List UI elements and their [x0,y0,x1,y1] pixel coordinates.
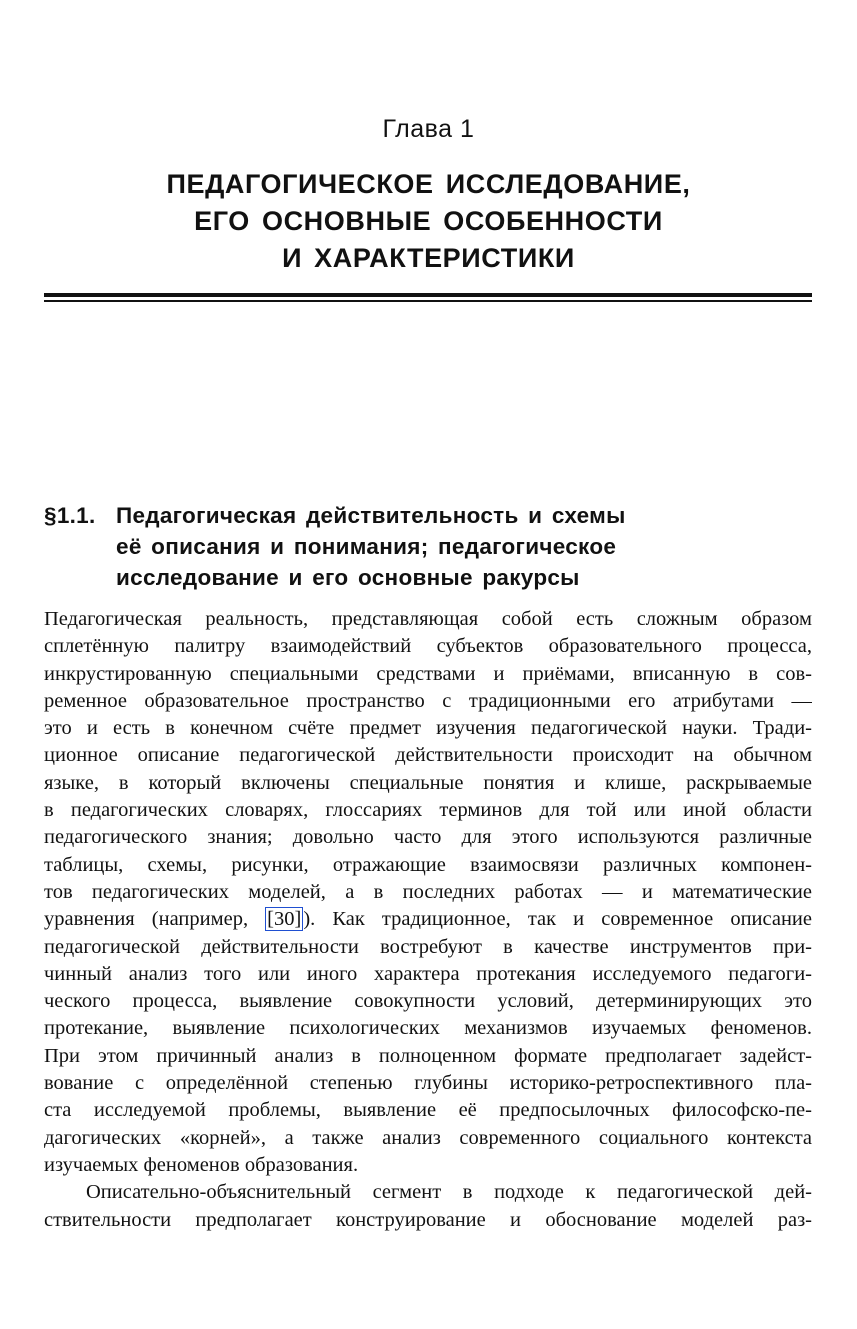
text-line: тов педагогических моделей, а в последних работах — и математические [44,880,812,903]
section-title-line: Педагогическая действительность и схемы [116,503,626,528]
paragraph [44,1179,812,1234]
text-line: ционное описание педагогической действительности происходит на обычном [44,744,812,767]
chapter-title-line: ПЕДАГОГИЧЕСКОЕ ИССЛЕДОВАНИЕ, [166,169,691,199]
text-line: При этом причинный анализ в полноценном формате предполагает задейст- [44,1044,812,1067]
text-line: вование с определённой степенью глубины историко-ретроспективного пла- [44,1072,812,1095]
chapter-title-line: ЕГО ОСНОВНЫЕ ОСОБЕННОСТИ [194,206,663,236]
text-line: педагогического знания; довольно часто для этого используются различные [44,826,812,849]
text-line: сплетённую палитру взаимодействий субъектов образовательного процесса, [44,635,812,658]
section-heading [44,500,814,593]
text-line: ста исследуемой проблемы, выявление её предпосылочных философско-пе- [44,1099,812,1122]
text-line: языке, в который включены специальные понятия и клише, раскрываемые [44,771,812,794]
section-number: §1.1. [44,503,96,528]
section-title-line: её описания и понимания; педагогическое [116,534,617,559]
text-line: педагогической действительности востребуют в качестве инструментов при- [44,935,812,958]
text-line: таблицы, схемы, рисунки, отражающие взаимосвязи различных компонен- [44,853,812,876]
text-line: это и есть в конечном счёте предмет изучения педагогической науки. Тради- [44,717,812,740]
text-line: Педагогическая реальность, представляющая собой есть сложным образом [44,608,812,630]
text-line: ствительности предполагает конструирование и обоснование моделей раз- [44,1208,812,1231]
text-line: Описательно-объяснительный сегмент в подходе к педагогической дей- [86,1181,812,1204]
section-title-line: исследование и его основные ракурсы [116,565,580,590]
chapter-divider-thick [44,293,812,297]
chapter-title [0,166,857,277]
text-line: изучаемых феноменов образования. [44,1153,359,1176]
chapter-title-line: И ХАРАКТЕРИСТИКИ [282,243,575,273]
text-line: дагогических «корней», а также анализ современного социального контекста [44,1126,812,1149]
text-line: ременное образовательное пространство с традиционными его атрибутами — [44,689,812,712]
text-line: инкрустированную специальными средствами и приёмами, вписанную в сов- [44,662,812,685]
text-line-with-citation [44,906,812,933]
paragraph [44,606,812,1179]
citation-link[interactable]: [30] [267,908,302,931]
body-text [44,606,812,1234]
text-segment: уравнения (например, [44,908,266,931]
chapter-label: Глава 1 [382,115,475,143]
text-line: чинный анализ того или иного характера протекания исследуемого педагоги- [44,962,812,985]
text-line: в педагогических словарях, глоссариях терминов для той или иной области [44,799,812,822]
text-line: ческого процесса, выявление совокупности условий, детерминирующих это [44,990,812,1013]
text-segment: ). Как традиционное, так и современное описание [303,908,812,931]
text-line: протекание, выявление психологических механизмов изучаемых феноменов. [44,1017,812,1040]
chapter-divider-thin [44,300,812,302]
